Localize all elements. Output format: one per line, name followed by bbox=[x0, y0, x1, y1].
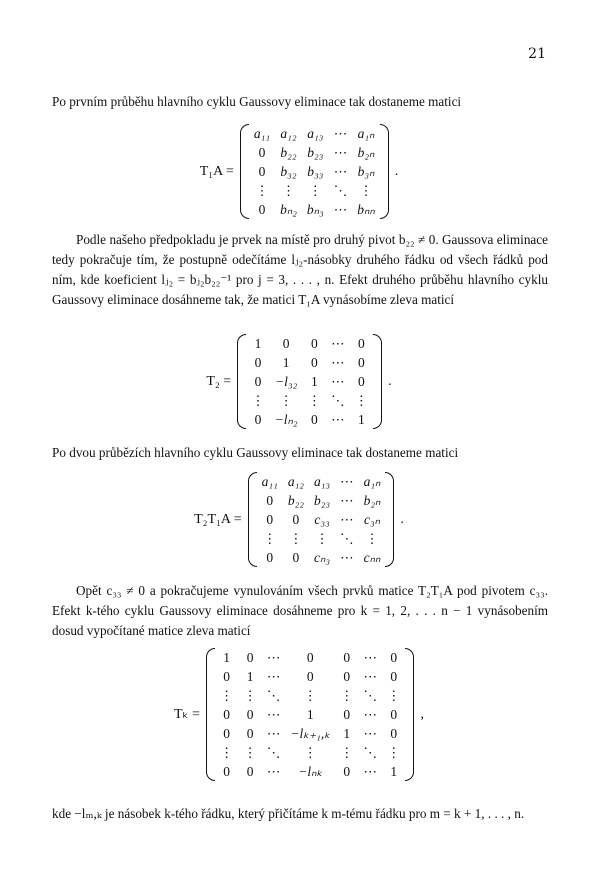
paragraph-3: Po dvou průbězích hlavního cyklu Gaussovy eliminace tak dostaneme matici bbox=[52, 445, 459, 460]
matrix-cell: ⋮ bbox=[359, 182, 373, 198]
matrix-cell: a₁₁ bbox=[253, 125, 271, 141]
matrix-row bbox=[257, 548, 386, 567]
matrix-row bbox=[249, 143, 380, 162]
matrix-row bbox=[257, 472, 386, 491]
matrix-cell: 1 bbox=[223, 649, 231, 665]
matrix-cell: ⋮ bbox=[307, 392, 322, 408]
matrix-cell: ⋱ bbox=[266, 744, 281, 760]
matrix-cell: 0 bbox=[246, 725, 254, 741]
matrix-cell: ⋮ bbox=[303, 687, 317, 703]
matrix-cell: ⋮ bbox=[281, 182, 296, 198]
matrix-row bbox=[257, 510, 386, 529]
matrix-cell: 0 bbox=[246, 763, 254, 779]
equation-t2t1a bbox=[0, 472, 598, 567]
matrix-cell: b₂ₙ bbox=[363, 492, 381, 508]
matrix-row bbox=[249, 124, 380, 143]
matrix-cell: 0 bbox=[390, 649, 398, 665]
matrix-cell: ⋮ bbox=[339, 687, 354, 703]
equation-t2-lhs: T₂ = bbox=[206, 373, 232, 389]
matrix-cell: b₂₃ bbox=[313, 492, 331, 508]
matrix-cell: ⋮ bbox=[365, 530, 379, 546]
matrix-cell: ⋱ bbox=[266, 687, 281, 703]
matrix-cell: ⋮ bbox=[289, 530, 303, 546]
matrix-cell: ⋯ bbox=[331, 411, 345, 427]
matrix-cell: ⋯ bbox=[331, 373, 345, 389]
matrix-row bbox=[249, 181, 380, 200]
matrix-cell: 0 bbox=[254, 411, 262, 427]
matrix-cell: ⋮ bbox=[279, 392, 293, 408]
matrix-cell: 0 bbox=[258, 163, 266, 179]
matrix-cell: 0 bbox=[254, 373, 262, 389]
matrix-cell: a₁₃ bbox=[313, 473, 331, 489]
matrix-cell: ⋮ bbox=[262, 530, 277, 546]
matrix-cell: ⋯ bbox=[333, 125, 348, 141]
matrix-cell: −l₃₂ bbox=[275, 373, 298, 389]
matrix-row bbox=[246, 391, 373, 410]
matrix-cell: ⋯ bbox=[331, 335, 345, 351]
matrix-tk bbox=[206, 648, 415, 781]
matrix-row bbox=[246, 334, 373, 353]
paragraph-4: Opět c₃₃ ≠ 0 a pokračujeme vynulováním všech prvků matice T₂T₁A pod pivotem c₃₃. Efekt k-tého cyklu Gaussovy eliminace dosáhneme pro k = 1, 2, . . . n − 1 vynásobením dosud vypočítané matice zleva maticí bbox=[52, 583, 548, 638]
matrix-cell: ⋯ bbox=[363, 649, 377, 665]
matrix-cell: ⋯ bbox=[340, 549, 354, 565]
matrix-cell: c₃₃ bbox=[314, 511, 330, 527]
matrix-cell: ⋮ bbox=[386, 687, 401, 703]
matrix-cell: ⋯ bbox=[331, 354, 345, 370]
paragraph-1: Po prvním průběhu hlavního cyklu Gaussovy eliminace tak dostaneme matici bbox=[52, 94, 462, 109]
matrix-cell: 0 bbox=[246, 706, 254, 722]
matrix-cell: −lₙₖ bbox=[298, 763, 323, 779]
matrix-row bbox=[215, 705, 406, 724]
matrix-cell: a₁ₙ bbox=[357, 125, 375, 141]
matrix-cell: ⋯ bbox=[266, 763, 281, 779]
matrix-row bbox=[215, 743, 406, 762]
matrix-cell: b₂ₙ bbox=[357, 144, 375, 160]
equation-t2t1a-trail: . bbox=[400, 511, 404, 527]
matrix-cell: b₂₂ bbox=[280, 144, 297, 160]
matrix-row bbox=[246, 372, 373, 391]
matrix-cell: ⋮ bbox=[386, 744, 401, 760]
matrix-cell: 0 bbox=[390, 706, 398, 722]
matrix-cell: 1 bbox=[343, 725, 351, 741]
matrix-cell: bₙₙ bbox=[357, 201, 375, 217]
matrix-cell: a₁₂ bbox=[287, 473, 304, 489]
matrix-cell: ⋮ bbox=[354, 392, 369, 408]
matrix-cell: ⋮ bbox=[243, 744, 257, 760]
matrix-cell: a₁ₙ bbox=[363, 473, 381, 489]
matrix-cell: −lₖ₊₁,ₖ bbox=[290, 725, 330, 741]
matrix-row bbox=[215, 724, 406, 743]
matrix-cell: 0 bbox=[258, 201, 266, 217]
matrix-cell: 0 bbox=[254, 354, 262, 370]
matrix-cell: ⋯ bbox=[266, 668, 281, 684]
matrix-row bbox=[249, 200, 380, 219]
page-number: 21 bbox=[528, 46, 546, 62]
matrix-cell: 0 bbox=[258, 144, 266, 160]
matrix-cell: 0 bbox=[292, 549, 300, 565]
matrix-cell: ⋱ bbox=[340, 530, 354, 546]
matrix-row bbox=[257, 529, 386, 548]
matrix-cell: 1 bbox=[390, 763, 398, 779]
matrix-cell: ⋮ bbox=[219, 687, 234, 703]
matrix-cell: ⋯ bbox=[266, 706, 281, 722]
equation-tk-trail: , bbox=[420, 706, 424, 722]
matrix-cell: bₙ₂ bbox=[280, 201, 297, 217]
matrix-row bbox=[215, 648, 406, 667]
matrix-cell: 0 bbox=[358, 373, 365, 389]
matrix-cell: ⋯ bbox=[333, 163, 348, 179]
matrix-cell: cₙ₃ bbox=[313, 549, 331, 565]
matrix-row bbox=[246, 410, 373, 429]
matrix-cell: 0 bbox=[223, 763, 231, 779]
matrix-cell: b₃₃ bbox=[307, 163, 324, 179]
matrix-cell: ⋮ bbox=[219, 744, 234, 760]
matrix-cell: 1 bbox=[306, 706, 314, 722]
matrix-cell: 0 bbox=[282, 335, 290, 351]
matrix-cell: ⋯ bbox=[266, 725, 281, 741]
matrix-cell: ⋱ bbox=[363, 687, 377, 703]
matrix-cell: ⋯ bbox=[363, 763, 377, 779]
matrix-row bbox=[246, 353, 373, 372]
matrix-cell: bₙ₃ bbox=[306, 201, 324, 217]
matrix-cell: ⋯ bbox=[340, 492, 354, 508]
matrix-cell: b₂₂ bbox=[287, 492, 304, 508]
matrix-cell: ⋮ bbox=[339, 744, 354, 760]
matrix-cell: ⋯ bbox=[340, 511, 354, 527]
matrix-cell: b₃ₙ bbox=[357, 163, 375, 179]
matrix-cell: ⋯ bbox=[333, 144, 348, 160]
matrix-cell: b₂₃ bbox=[307, 144, 324, 160]
matrix-cell: ⋱ bbox=[331, 392, 345, 408]
matrix-cell: ⋯ bbox=[363, 725, 377, 741]
matrix-cell: 1 bbox=[311, 373, 318, 389]
matrix-cell: 0 bbox=[390, 725, 398, 741]
matrix-cell: 0 bbox=[343, 649, 351, 665]
matrix-cell: a₁₃ bbox=[307, 125, 324, 141]
matrix-cell: 0 bbox=[306, 649, 314, 665]
matrix-cell: ⋮ bbox=[308, 182, 323, 198]
matrix-cell: ⋮ bbox=[251, 392, 265, 408]
matrix-cell: 0 bbox=[311, 335, 318, 351]
matrix-cell: 1 bbox=[254, 335, 262, 351]
matrix-cell: ⋯ bbox=[340, 473, 354, 489]
paragraph-5: kde −lₘ,ₖ je násobek k-tého řádku, který přičítáme k m-tému řádku pro m = k + 1, . . . , n. bbox=[52, 806, 525, 821]
matrix-cell: 0 bbox=[266, 492, 274, 508]
matrix-cell: 0 bbox=[223, 725, 231, 741]
matrix-cell: 0 bbox=[358, 354, 365, 370]
equation-tk bbox=[0, 648, 598, 781]
matrix-cell: 0 bbox=[292, 511, 300, 527]
matrix-row bbox=[257, 491, 386, 510]
matrix-cell: a₁₁ bbox=[261, 473, 278, 489]
matrix-cell: ⋱ bbox=[363, 744, 377, 760]
equation-t1a bbox=[0, 124, 598, 219]
matrix-row bbox=[215, 667, 406, 686]
matrix-t2t1a bbox=[248, 472, 395, 567]
matrix-cell: 0 bbox=[358, 335, 365, 351]
matrix-cell: 1 bbox=[358, 411, 365, 427]
matrix-cell: ⋯ bbox=[266, 649, 281, 665]
matrix-cell: b₃₂ bbox=[280, 163, 297, 179]
matrix-row bbox=[215, 686, 406, 705]
matrix-cell: ⋮ bbox=[303, 744, 317, 760]
matrix-cell: −lₙ₂ bbox=[274, 411, 298, 427]
equation-t1a-lhs: T₁A = bbox=[199, 163, 234, 179]
matrix-cell: 0 bbox=[306, 668, 314, 684]
matrix-cell: cₙₙ bbox=[363, 549, 381, 565]
equation-t2t1a-lhs: T₂T₁A = bbox=[194, 511, 242, 527]
equation-t1a-trail: . bbox=[394, 163, 399, 179]
matrix-cell: ⋮ bbox=[243, 687, 257, 703]
matrix-t2 bbox=[237, 334, 382, 429]
matrix-cell: 0 bbox=[266, 511, 274, 527]
matrix-cell: 0 bbox=[266, 549, 274, 565]
paragraph-2: Podle našeho předpokladu je prvek na místě pro druhý pivot b₂₂ ≠ 0. Gaussova eliminace tedy pokračuje tím, že postupně odečítáme lⱼ₂-násobky druhého řádku od všech řádků pod ním, kde koeficient lⱼ₂ = bⱼ₂b₂₂⁻¹ pro j = 3, . . . , n. Efekt druhého průběhu hlavního cyklu Gaussovy eliminace dosáhneme tak, že matici T₁A vynásobíme zleva maticí bbox=[52, 232, 548, 307]
matrix-row bbox=[249, 162, 380, 181]
matrix-cell: 0 bbox=[311, 411, 318, 427]
matrix-cell: 0 bbox=[343, 668, 351, 684]
matrix-cell: ⋱ bbox=[333, 182, 348, 198]
matrix-cell: 1 bbox=[246, 668, 254, 684]
matrix-cell: ⋯ bbox=[363, 706, 377, 722]
equation-t2-trail: . bbox=[388, 373, 392, 389]
matrix-row bbox=[215, 762, 406, 781]
matrix-cell: 0 bbox=[343, 706, 351, 722]
matrix-cell: a₁₂ bbox=[280, 125, 297, 141]
matrix-cell: ⋮ bbox=[255, 182, 269, 198]
matrix-cell: 0 bbox=[390, 668, 398, 684]
matrix-cell: ⋮ bbox=[315, 530, 329, 546]
matrix-cell: 0 bbox=[343, 763, 351, 779]
matrix-cell: c₃ₙ bbox=[363, 511, 381, 527]
equation-tk-lhs: Tₖ = bbox=[174, 707, 200, 722]
matrix-cell: 0 bbox=[223, 706, 231, 722]
matrix-cell: 1 bbox=[282, 354, 290, 370]
matrix-cell: 0 bbox=[223, 668, 231, 684]
equation-t2 bbox=[0, 334, 598, 429]
matrix-cell: 0 bbox=[246, 649, 254, 665]
matrix-cell: 0 bbox=[311, 354, 318, 370]
matrix-cell: ⋯ bbox=[363, 668, 377, 684]
matrix-t1a bbox=[240, 124, 389, 219]
matrix-cell: ⋯ bbox=[333, 201, 348, 217]
